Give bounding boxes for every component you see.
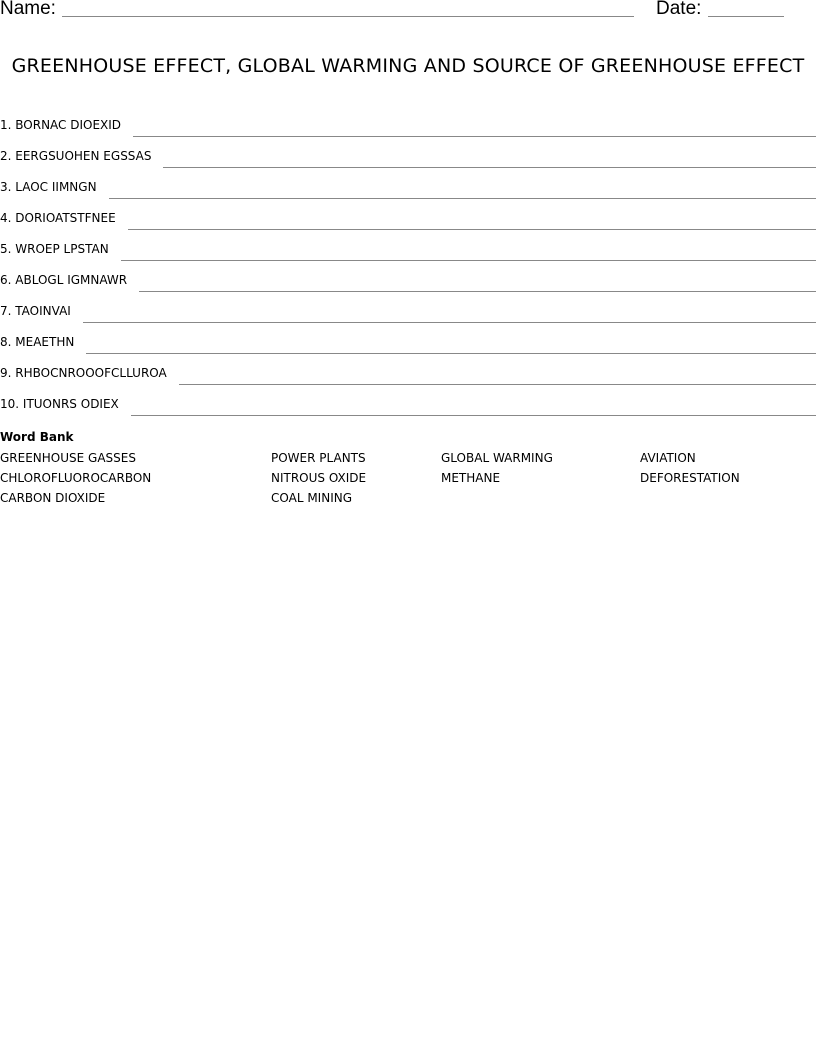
question-text: 5. WROEP LPSTAN <box>0 242 109 256</box>
word-bank-grid <box>0 450 816 510</box>
word-bank-item: AVIATION <box>640 451 696 465</box>
question-row <box>0 205 816 236</box>
question-text: 6. ABLOGL IGMNAWR <box>0 273 128 287</box>
answer-line[interactable] <box>86 352 816 354</box>
question-text: 3. LAOC IIMNGN <box>0 180 97 194</box>
answer-line[interactable] <box>131 414 816 416</box>
question-text: 4. DORIOATSTFNEE <box>0 211 116 225</box>
question-row <box>0 267 816 298</box>
question-row <box>0 112 816 143</box>
answer-line[interactable] <box>109 197 816 199</box>
question-row <box>0 143 816 174</box>
word-bank-item: CHLOROFLUOROCARBON <box>0 471 152 485</box>
question-list <box>0 112 816 422</box>
answer-line[interactable] <box>163 166 816 168</box>
answer-line[interactable] <box>128 228 816 230</box>
question-text: 2. EERGSUOHEN EGSSAS <box>0 149 152 163</box>
word-bank-item: POWER PLANTS <box>271 451 366 465</box>
word-bank-title: Word Bank <box>0 430 74 444</box>
name-field[interactable] <box>62 16 634 17</box>
question-row <box>0 298 816 329</box>
word-bank-item: NITROUS OXIDE <box>271 471 367 485</box>
word-bank-item: GLOBAL WARMING <box>441 451 553 465</box>
date-field[interactable] <box>708 16 784 17</box>
word-bank <box>0 429 816 510</box>
question-text: 8. MEAETHN <box>0 335 75 349</box>
question-text: 10. ITUONRS ODIEX <box>0 397 119 411</box>
question-row <box>0 391 816 422</box>
word-bank-item: CARBON DIOXIDE <box>0 491 106 505</box>
question-text: 9. RHBOCNROOOFCLLUROA <box>0 366 167 380</box>
answer-line[interactable] <box>121 259 816 261</box>
word-bank-item: DEFORESTATION <box>640 471 740 485</box>
word-bank-item: METHANE <box>441 471 501 485</box>
header <box>0 0 816 22</box>
word-bank-item: COAL MINING <box>271 491 353 505</box>
answer-line[interactable] <box>139 290 816 292</box>
question-row <box>0 360 816 391</box>
question-text: 1. BORNAC DIOEXID <box>0 118 122 132</box>
question-row <box>0 329 816 360</box>
name-label: Name: <box>0 0 56 19</box>
word-bank-item: GREENHOUSE GASSES <box>0 451 136 465</box>
answer-line[interactable] <box>133 135 816 137</box>
date-label: Date: <box>656 0 702 19</box>
question-row <box>0 174 816 205</box>
worksheet-title: GREENHOUSE EFFECT, GLOBAL WARMING AND SOURCE OF GREENHOUSE EFFECT <box>11 55 805 77</box>
answer-line[interactable] <box>83 321 816 323</box>
question-text: 7. TAOINVAI <box>0 304 71 318</box>
answer-line[interactable] <box>179 383 816 385</box>
question-row <box>0 236 816 267</box>
